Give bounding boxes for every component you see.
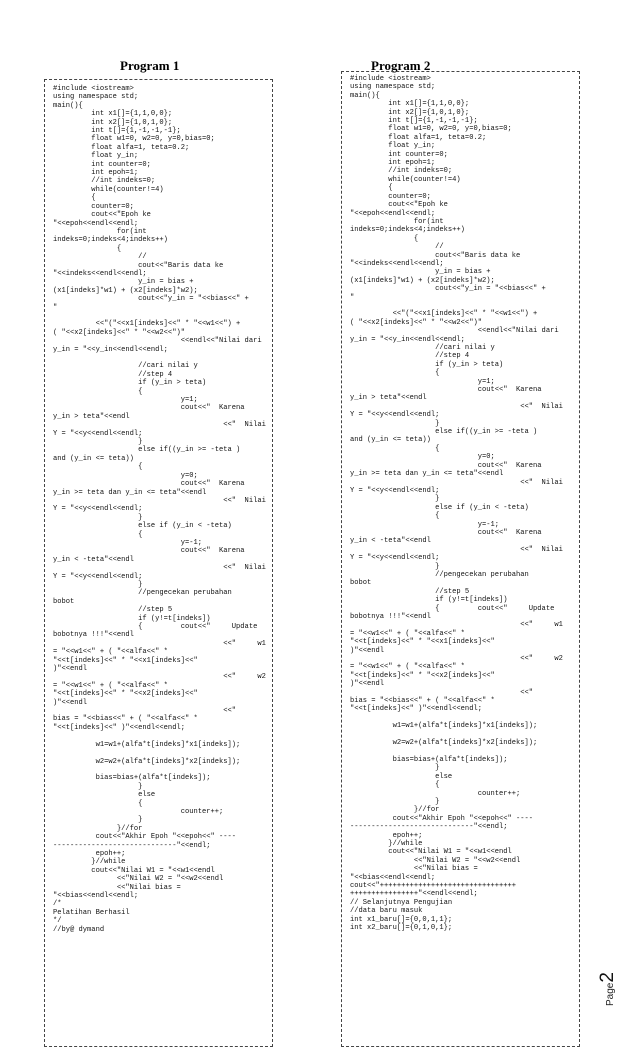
page-word: Page: [605, 982, 616, 1006]
program-1-code: #include <iostream> using namespace std; main(){ int x1[]={1,1,0,0}; int x2[]={1,0,1,0}; int t[]={1,-1,-1,-1}; float w1=0, w2=0, y=0,bias=0; float alfa=1, teta=0.2; float y_in; int counter=0; int epoh=1; //int indeks=0; while(counter!=4) { counter=0; cout<<"Epoh ke "<<epoh<<endl<<endl; for(int indeks=0;indeks<4;indeks++) { // cout<<"Baris data ke "<<indeks<<endl<<endl; y_in = bias + (x1[indeks]*w1) + (x2[indeks]*w2); cout<<"y_in = "<<bias<<" + " <<"("<<x1[indeks]<<" * "<<w1<<") + ( "<<x2[indeks]<<" * "<<w2<<")" <<endl<<"Nilai dari y_in = "<<y_in<<endl<<endl; //cari nilai y //step 4 if (y_in > teta) { y=1; cout<<" Karena y_in > teta"<<endl <<" Nilai Y = "<<y<<endl<<endl; } else if((y_in >= -teta ) and (y_in <= teta)) { y=0; cout<<" Karena y_in >= teta dan y_in <= teta"<<endl <<" Nilai Y = "<<y<<endl<<endl; } else if (y_in < -teta) { y=-1; cout<<" Karena y_in < -teta"<<endl <<" Nilai Y = "<<y<<endl<<endl; } //pengecekan perubahan bobot //step 5 if (y!=t[indeks]) { cout<<" Update bobotnya !!!"<<endl <<" w1 = "<<w1<<" + ( "<<alfa<<" * "<<t[indeks]<<" * "<<x1[indeks]<<" )"<<endl <<" w2 = "<<w1<<" + ( "<<alfa<<" * "<<t[indeks]<<" * "<<x2[indeks]<<" )"<<endl <<" bias = "<<bias<<" + ( "<<alfa<<" * "<<t[indeks]<<" )"<<endl<<endl; w1=w1+(alfa*t[indeks]*x1[indeks]); w2=w2+(alfa*t[indeks]*x2[indeks]); bias=bias+(alfa*t[indeks]); } else { counter++; } }//for cout<<"Akhir Epoh "<<epoh<<" ---- -----------------------------"<<endl; epoh++; }//while cout<<"Nilai W1 = "<<w1<<endl <<"Nilai W2 = "<<w2<<endl <<"Nilai bias = "<<bias<<endl<<endl; /* Pelatihan Berhasil */ //by@ dymand: [53, 85, 266, 934]
program-1-title: Program 1: [120, 58, 180, 73]
page-number: 2: [597, 972, 618, 983]
program-2-code-box: [341, 71, 580, 1047]
page-number-label: [593, 950, 633, 1010]
program-1-code-box: [44, 79, 273, 1047]
program-2-code: #include <iostream> using namespace std; main(){ int x1[]={1,1,0,0}; int x2[]={1,0,1,0}; int t[]={1,-1,-1,-1}; float w1=0, w2=0, y=0,bias=0; float alfa=1, teta=0.2; float y_in; int counter=0; int epoh=1; //int indeks=0; while(counter!=4) { counter=0; cout<<"Epoh ke "<<epoh<<endl<<endl; for(int indeks=0;indeks<4;indeks++) { // cout<<"Baris data ke "<<indeks<<endl<<endl; y_in = bias + (x1[indeks]*w1) + (x2[indeks]*w2); cout<<"y_in = "<<bias<<" + " <<"("<<x1[indeks]<<" * "<<w1<<") + ( "<<x2[indeks]<<" * "<<w2<<")" <<endl<<"Nilai dari y_in = "<<y_in<<endl<<endl; //cari nilai y //step 4 if (y_in > teta) { y=1; cout<<" Karena y_in > teta"<<endl <<" Nilai Y = "<<y<<endl<<endl; } else if((y_in >= -teta ) and (y_in <= teta)) { y=0; cout<<" Karena y_in >= teta dan y_in <= teta"<<endl <<" Nilai Y = "<<y<<endl<<endl; } else if (y_in < -teta) { y=-1; cout<<" Karena y_in < -teta"<<endl <<" Nilai Y = "<<y<<endl<<endl; } //pengecekan perubahan bobot //step 5 if (y!=t[indeks]) { cout<<" Update bobotnya !!!"<<endl <<" w1 = "<<w1<<" + ( "<<alfa<<" * "<<t[indeks]<<" * "<<x1[indeks]<<" )"<<endl <<" w2 = "<<w1<<" + ( "<<alfa<<" * "<<t[indeks]<<" * "<<x2[indeks]<<" )"<<endl <<" bias = "<<bias<<" + ( "<<alfa<<" * "<<t[indeks]<<" )"<<endl<<endl; w1=w1+(alfa*t[indeks]*x1[indeks]); w2=w2+(alfa*t[indeks]*x2[indeks]); bias=bias+(alfa*t[indeks]); } else { counter++; } }//for cout<<"Akhir Epoh "<<epoh<<" ---- -----------------------------"<<endl; epoh++; }//while cout<<"Nilai W1 = "<<w1<<endl <<"Nilai W2 = "<<w2<<endl <<"Nilai bias = "<<bias<<endl<<endl; cout<<"++++++++++++++++++++++++++++++++ ++++++++++++++++"<<endl<<endl; // Selanjutnya Pengujian //data baru masuk int x1_baru[]={0,0,1,1}; int x2_baru[]={0,1,0,1};: [350, 75, 563, 933]
program-2-title: Program 2: [371, 58, 431, 73]
